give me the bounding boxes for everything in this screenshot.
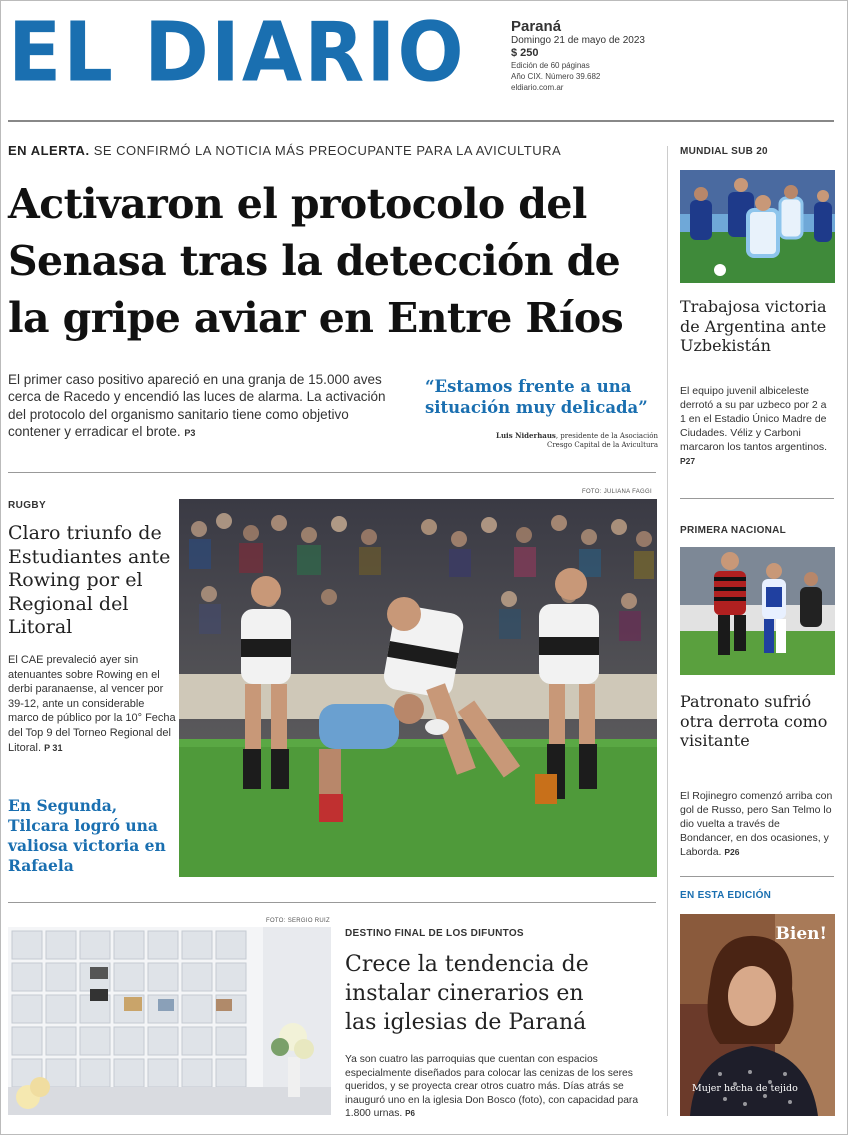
page-ref: P6 xyxy=(405,1109,415,1118)
section-divider xyxy=(8,472,656,473)
bien-caption: Mujer hecha de tejido xyxy=(692,1083,798,1094)
edicion-section-label: EN ESTA EDICIÓN xyxy=(680,890,772,901)
headline-line: la gripe aviar en Entre Ríos xyxy=(8,294,624,342)
city: Paraná xyxy=(511,18,562,35)
cinerarios-photo[interactable] xyxy=(8,927,331,1115)
sub20-body xyxy=(680,384,835,468)
headline-line: Crece la tendencia de xyxy=(345,952,589,977)
date: Domingo 21 de mayo de 2023 xyxy=(511,35,645,46)
lead-kicker xyxy=(8,143,561,158)
sub20-headline[interactable]: Trabajosa victoria de Argentina ante Uzbekistán xyxy=(680,297,827,355)
rugby-body xyxy=(8,653,176,755)
rugby-photo-credit: FOTO: JULIANA FAGGI xyxy=(582,489,652,495)
cinerarios-body-text: Ya son cuatro las parroquias que cuentan con espacios especialmente diseñados para colocar las cenizas de los seres queridos, y se proyecta crear otros cuatro más. Días atrás se inauguró uno en la iglesia Don Bosco (foto), con capacidad para 1.800 urnas. xyxy=(345,1054,639,1119)
cinerarios-headline[interactable] xyxy=(345,950,655,1037)
issue-number: Año CIX. Número 39.682 xyxy=(511,72,601,81)
sub20-section-label: MUNDIAL SUB 20 xyxy=(680,146,768,157)
masthead-info xyxy=(511,18,645,93)
rugby-sub-headline[interactable]: En Segunda, Tilcara logró una valiosa victoria en Rafaela xyxy=(8,796,166,875)
nacional-body-text: El Rojinegro comenzó arriba con gol de Russo, pero San Telmo lo dio vuelta a través de Bondancer, en dos ocasiones, y Laborda. xyxy=(680,790,833,858)
headline-line: Activaron el protocolo del xyxy=(8,180,587,228)
rugby-photo[interactable] xyxy=(179,499,657,877)
page-ref: P 31 xyxy=(44,742,63,753)
sub20-body-text: El equipo juvenil albiceleste derrotó a su par uzbeco por 2 a 1 en el Estadio Único Madre de Ciudades. Véliz y Carboni marcaron los tantos argentinos. xyxy=(680,385,828,453)
masthead-logo[interactable]: EL DIARIO xyxy=(8,5,466,101)
nacional-headline[interactable]: Patronato sufrió otra derrota como visitante xyxy=(680,692,828,750)
cinerarios-photo-credit: FOTO: SERGIO RUIZ xyxy=(266,918,330,924)
rugby-body-text: El CAE prevaleció ayer sin atenuantes sobre Rowing en el derbi paranaense, al vencer por 39-12, ante un considerable marco de público por la 10° Fecha del Top 9 del Torneo Regional del Litoral. xyxy=(8,654,176,754)
rugby-headline[interactable]: Claro triunfo de Estudiantes ante Rowing por el Regional del Litoral xyxy=(8,522,171,638)
nacional-body xyxy=(680,789,835,859)
rugby-section-label: RUGBY xyxy=(8,500,47,511)
section-divider xyxy=(8,902,656,903)
quote-name: Luis Niderhaus xyxy=(496,431,556,440)
headline-line: las iglesias de Paraná xyxy=(345,1010,587,1035)
lead-headline[interactable] xyxy=(8,176,658,347)
bien-supplement-cover[interactable] xyxy=(680,914,835,1116)
kicker-text: SE CONFIRMÓ LA NOTICIA MÁS PREOCUPANTE PARA LA AVICULTURA xyxy=(93,143,562,158)
kicker-bold: EN ALERTA. xyxy=(8,143,90,158)
cinerarios-body xyxy=(345,1053,655,1121)
quote-attribution xyxy=(470,431,658,450)
quote-role: , presidente de la Asociación Cresgo Capital de la Avicultura xyxy=(546,432,658,449)
masthead-divider xyxy=(8,120,834,122)
page-ref: P26 xyxy=(724,847,740,857)
sidebar-divider xyxy=(667,146,668,1116)
lead-body-text: El primer caso positivo apareció en una granja de 15.000 aves cerca de Racedo y encendió las luces de alarma. La activación del protocolo del organismo sanitario tiene como objetivo contener y erradicar el brote. xyxy=(8,372,386,440)
nacional-photo[interactable] xyxy=(680,547,835,675)
website-link[interactable]: eldiario.com.ar xyxy=(511,83,564,92)
sidebar-divider xyxy=(680,498,834,499)
headline-line: instalar cinerarios en xyxy=(345,981,584,1006)
price: $ 250 xyxy=(511,47,539,59)
nacional-section-label: PRIMERA NACIONAL xyxy=(680,525,787,536)
sub20-photo[interactable] xyxy=(680,170,835,283)
page-ref: P27 xyxy=(680,456,696,466)
lead-quote: “Estamos frente a una situación muy delicada” xyxy=(425,377,648,417)
lead-body xyxy=(8,371,392,443)
page-count: Edición de 60 páginas xyxy=(511,61,590,70)
headline-line: Senasa tras la detección de xyxy=(8,237,621,285)
bien-logo: Bien! xyxy=(775,924,827,944)
sidebar-divider xyxy=(680,876,834,877)
cinerarios-section-label: DESTINO FINAL DE LOS DIFUNTOS xyxy=(345,928,524,939)
page-ref: P3 xyxy=(184,428,196,439)
